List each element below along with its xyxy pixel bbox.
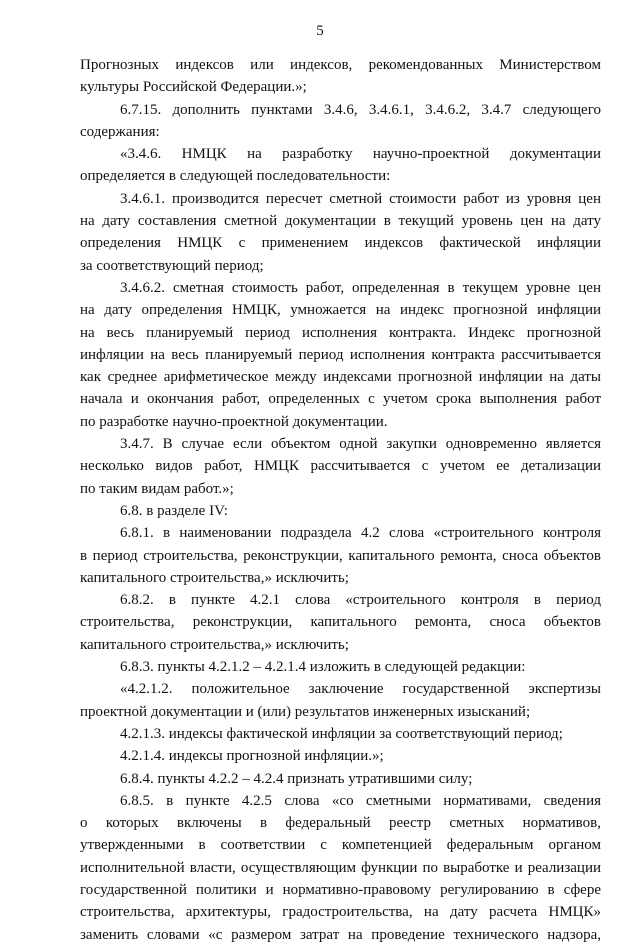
- text-line: 6.8.1. в наименовании подраздела 4.2 слова «строительного контроля: [120, 525, 601, 542]
- text-line: Прогнозных индексов или индексов, рекомендованных Министерством: [80, 57, 601, 73]
- text-line: на весь планируемый период исполнения контракта. Индекс прогнозной: [80, 324, 601, 341]
- text-line: как среднее арифметическое между индексами прогнозной инфляции на даты: [80, 369, 601, 386]
- text-line: государственной политики и нормативно-правовому регулированию в сфере: [80, 881, 601, 898]
- text-line: «4.2.1.2. положительное заключение государственной экспертизы: [120, 681, 601, 698]
- text-line: строительства, архитектуры, градостроительства, на дату расчета НМЦК»: [80, 904, 601, 921]
- text-line: по таким видам работ.»;: [80, 480, 234, 497]
- text-line: на дату определения НМЦК, умножается на индекс прогнозной инфляции: [80, 302, 601, 319]
- text-line: заменить словами «с размером затрат на проведение технического надзора,: [80, 926, 601, 943]
- text-line: 3.4.6.2. сметная стоимость работ, определенная в текущем уровне цен: [120, 279, 601, 296]
- text-line: несколько видов работ, НМЦК рассчитывается с учетом ее детализации: [80, 458, 601, 475]
- text-line: строительства, реконструкции, капитального ремонта, сноса объектов: [80, 614, 601, 631]
- text-line: за соответствующий период;: [80, 257, 264, 274]
- text-line: содержания:: [80, 123, 160, 140]
- body-text: [80, 54, 601, 946]
- text-line: 6.8.3. пункты 4.2.1.2 – 4.2.1.4 изложить в следующей редакции:: [120, 659, 526, 676]
- text-line: начала и окончания работ, определенных с учетом срока выполнения работ: [80, 391, 601, 408]
- text-line: 3.4.6.1. производится пересчет сметной стоимости работ из уровня цен: [120, 190, 601, 207]
- text-line: капитального строительства,» исключить;: [80, 636, 349, 653]
- text-line: 6.8.2. в пункте 4.2.1 слова «строительного контроля в период: [120, 592, 601, 609]
- text-line: 3.4.7. В случае если объектом одной закупки одновременно является: [120, 436, 601, 453]
- text-line: исполнительной власти, осуществляющим функции по выработке и реализации: [80, 859, 601, 876]
- text-line: 6.8.4. пункты 4.2.2 – 4.2.4 признать утратившими силу;: [120, 770, 473, 787]
- text-line: проектной документации и (или) результатов инженерных изысканий;: [80, 703, 531, 720]
- text-line: капитального строительства,» исключить;: [80, 569, 349, 586]
- text-line: на дату составления сметной документации в текущий уровень цен на дату: [80, 213, 601, 230]
- text-line: культуры Российской Федерации.»;: [80, 79, 307, 96]
- text-line: инфляции на весь планируемый период исполнения контракта рассчитывается: [80, 346, 601, 363]
- text-line: 4.2.1.3. индексы фактической инфляции за соответствующий период;: [120, 725, 563, 742]
- text-line: определения НМЦК с применением индексов фактической инфляции: [80, 235, 601, 252]
- page-number: 5: [316, 23, 324, 39]
- text-line: 6.8. в разделе IV:: [120, 502, 228, 519]
- text-line: утвержденными в соответствии с компетенцией федеральным органом: [80, 837, 601, 854]
- text-line: «3.4.6. НМЦК на разработку научно-проектной документации: [120, 146, 601, 163]
- text-line: о которых включены в федеральный реестр сметных нормативов,: [80, 815, 601, 832]
- text-line: 6.7.15. дополнить пунктами 3.4.6, 3.4.6.1, 3.4.6.2, 3.4.7 следующего: [120, 101, 601, 118]
- text-line: 6.8.5. в пункте 4.2.5 слова «со сметными нормативами, сведения: [120, 792, 601, 809]
- text-line: определяется в следующей последовательности:: [80, 168, 391, 185]
- text-line: по разработке научно-проектной документации.: [80, 413, 388, 430]
- text-line: 4.2.1.4. индексы прогнозной инфляции.»;: [120, 748, 384, 765]
- text-line: в период строительства, реконструкции, капитального ремонта, сноса объектов: [80, 547, 601, 564]
